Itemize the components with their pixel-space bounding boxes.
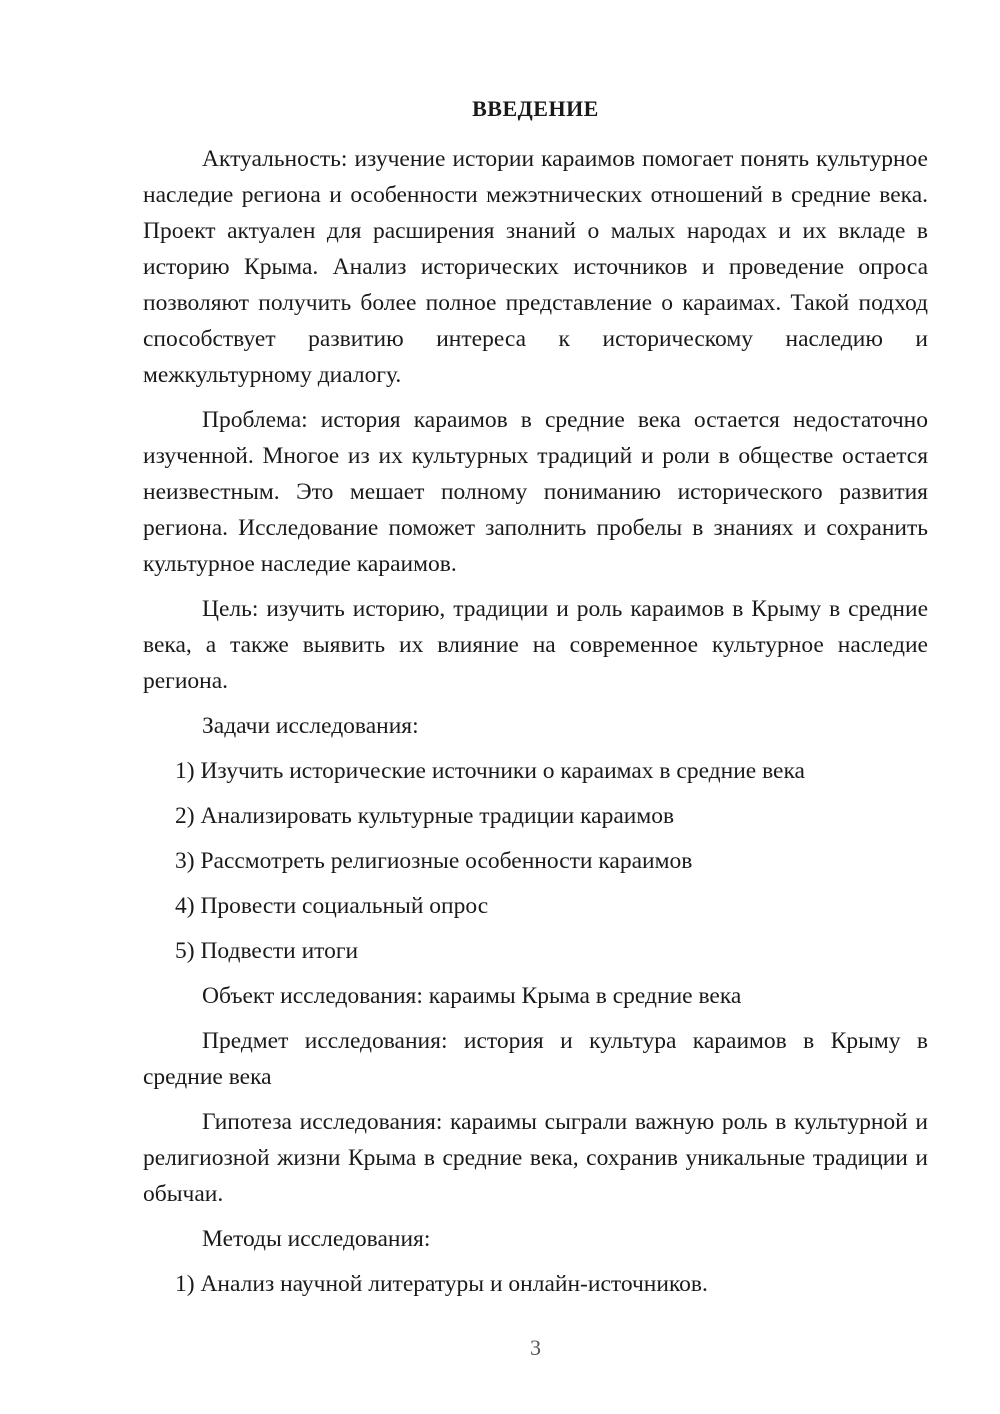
problem-paragraph: Проблема: история караимов в средние века остается недостаточно изученной. Многое из их культурных традиций и роли в обществе остается неизвестным. Это мешает полному пониманию исторического развития региона. Исследование поможет заполнить пробелы в знаниях и сохранить культурное наследие караимов.: [143, 407, 928, 577]
relevance-paragraph: Актуальность: изучение истории караимов помогает понять культурное наследие региона и особенности межэтнических отношений в средние века. Проект актуален для расширения знаний о малых народах и их вкладе в историю Крыма. Анализ исторических источников и проведение опроса позволяют получить более полное представление о караимах. Такой подход способствует развитию интереса к историческому наследию и межкультурному диалогу.: [143, 146, 928, 388]
list-item: 3) Рассмотреть религиозные особенности караимов: [175, 848, 693, 874]
hypothesis-paragraph: Гипотеза исследования: караимы сыграли важную роль в культурной и религиозной жизни Крыма в средние века, сохранив уникальные традиции и обычаи.: [143, 1109, 928, 1207]
tasks-list: [143, 753, 928, 969]
list-item: 2) Анализировать культурные традиции караимов: [175, 803, 675, 829]
list-item: 4) Провести социальный опрос: [175, 893, 489, 919]
list-item: 1) Изучить исторические источники о караимах в средние века: [175, 758, 805, 784]
methods-list: [143, 1266, 928, 1302]
document-body: [143, 141, 928, 1302]
subject-paragraph: Предмет исследования: история и культура караимов в Крыму в средние века: [143, 1028, 928, 1090]
page-number: 3: [530, 1335, 541, 1360]
section-title: ВВЕДЕНИЕ: [472, 96, 599, 121]
list-item: 1) Анализ научной литературы и онлайн-источников.: [175, 1271, 708, 1297]
list-item: 5) Подвести итоги: [175, 938, 359, 964]
tasks-heading: Задачи исследования:: [202, 713, 419, 739]
methods-heading: Методы исследования:: [202, 1226, 431, 1252]
goal-paragraph: Цель: изучить историю, традиции и роль караимов в Крыму в средние века, а также выявить их влияние на современное культурное наследие региона.: [143, 596, 928, 694]
object-line: Объект исследования: караимы Крыма в средние века: [202, 983, 742, 1009]
